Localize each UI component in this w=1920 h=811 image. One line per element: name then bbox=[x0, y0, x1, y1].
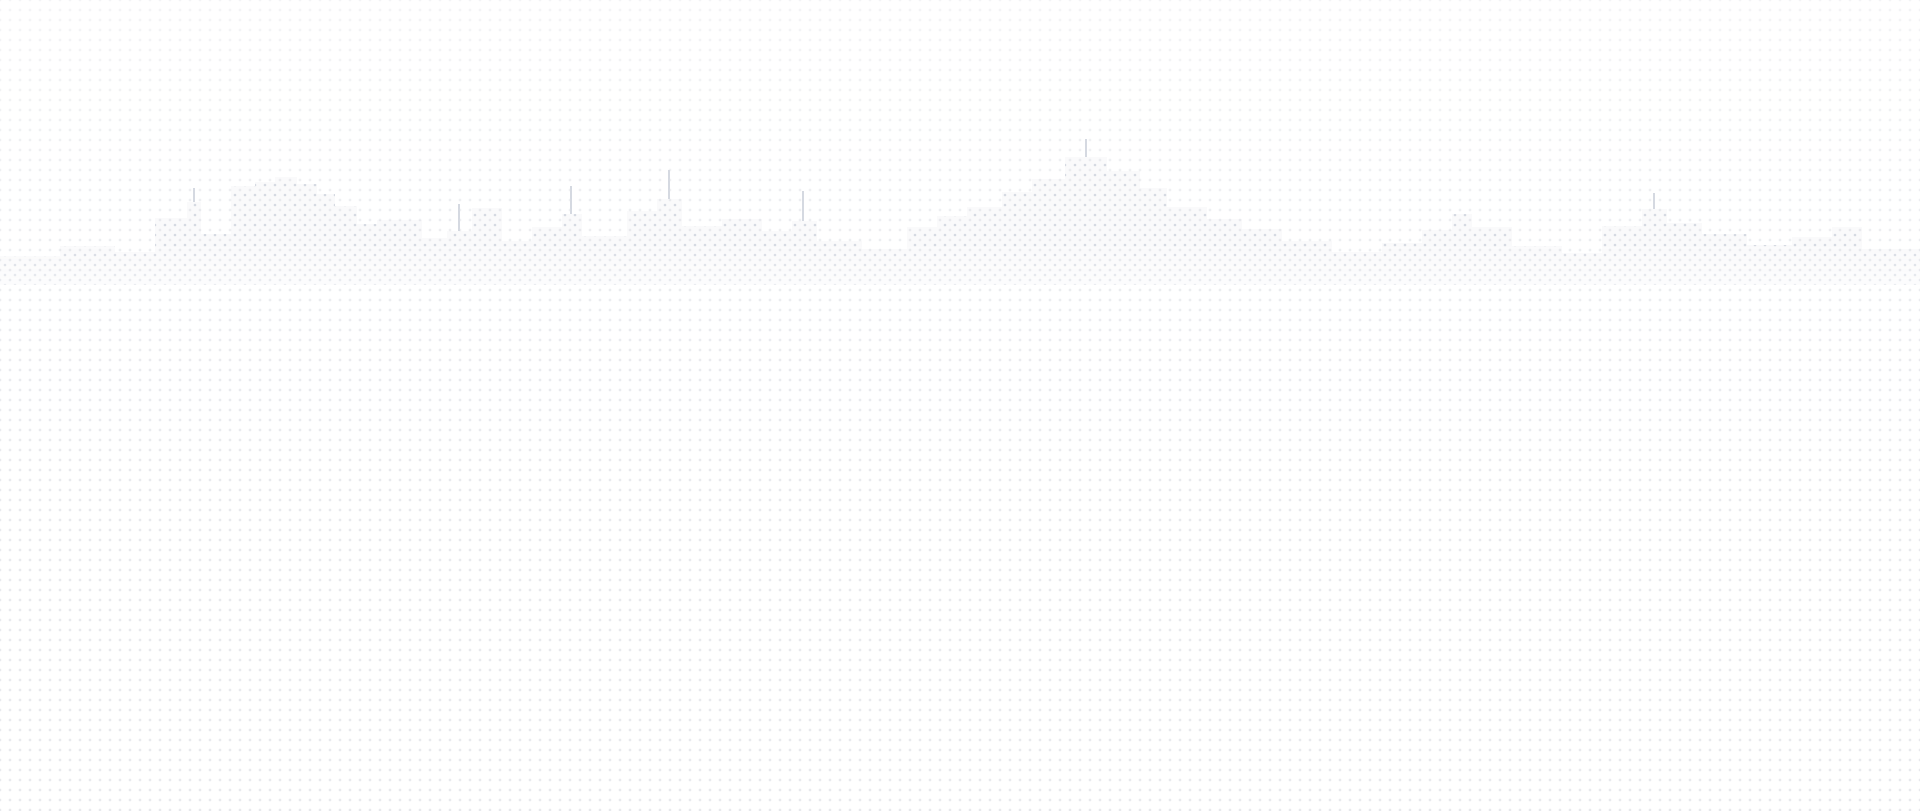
skyline-halftone bbox=[0, 157, 1920, 285]
antenna-spike bbox=[1653, 193, 1655, 209]
antenna-spike bbox=[1085, 139, 1087, 157]
skyline-antennas bbox=[193, 139, 1655, 231]
antenna-spike bbox=[193, 188, 195, 202]
antenna-spike bbox=[802, 191, 804, 221]
skyline-shape-group bbox=[0, 139, 1920, 285]
antenna-spike bbox=[668, 170, 670, 199]
antenna-spike bbox=[570, 186, 572, 214]
antenna-spike bbox=[458, 204, 460, 231]
